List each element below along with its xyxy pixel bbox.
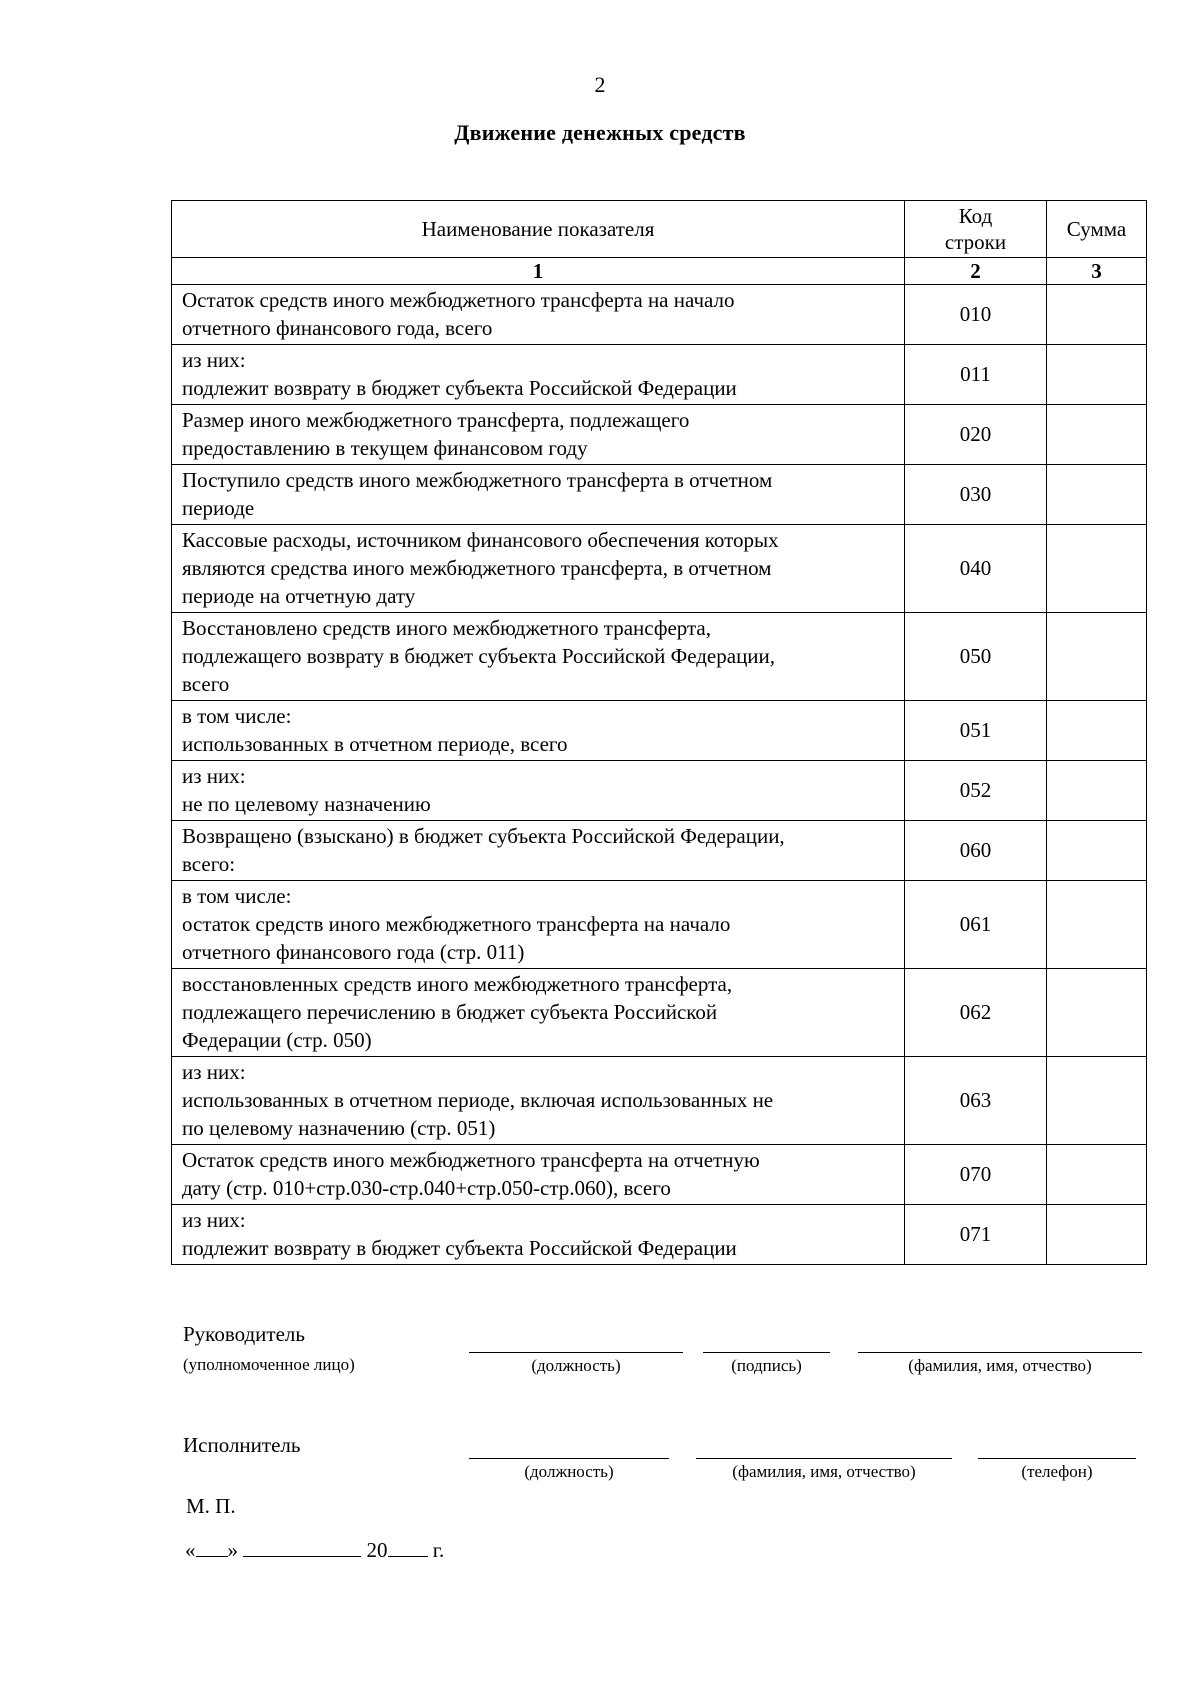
date-line [185, 1538, 444, 1563]
indicator-name-cell: в том числе: остаток средств иного межбюджетного трансферта на начало отчетного финансового года (стр. 011) [172, 881, 905, 969]
table-row [172, 525, 1147, 613]
sum-cell[interactable] [1047, 1205, 1147, 1265]
indicator-name-cell: из них: не по целевому назначению [172, 761, 905, 821]
indicator-name-cell: из них: подлежит возврату в бюджет субъекта Российской Федерации [172, 1205, 905, 1265]
row-code-cell: 061 [905, 881, 1047, 969]
table-row [172, 1145, 1147, 1205]
sum-cell[interactable] [1047, 525, 1147, 613]
executor-fullname-caption: (фамилия, имя, отчество) [732, 1462, 916, 1481]
executor-position-line[interactable] [469, 1458, 669, 1459]
column-number: 3 [1047, 258, 1147, 285]
row-code-cell: 010 [905, 285, 1047, 345]
sum-cell[interactable] [1047, 701, 1147, 761]
table-row [172, 1205, 1147, 1265]
sum-cell[interactable] [1047, 969, 1147, 1057]
row-code-cell: 071 [905, 1205, 1047, 1265]
date-month-blank[interactable] [243, 1538, 361, 1557]
head-position-caption: (должность) [531, 1356, 621, 1375]
indicator-name-cell: Поступило средств иного межбюджетного трансферта в отчетном периоде [172, 465, 905, 525]
date-year-prefix: 20 [366, 1538, 388, 1562]
indicator-name-cell: из них: подлежит возврату в бюджет субъекта Российской Федерации [172, 345, 905, 405]
indicator-name-cell: Остаток средств иного межбюджетного трансферта на начало отчетного финансового года, всего [172, 285, 905, 345]
sum-cell[interactable] [1047, 613, 1147, 701]
table-row [172, 761, 1147, 821]
table-row [172, 969, 1147, 1057]
indicator-name-cell: в том числе: использованных в отчетном периоде, всего [172, 701, 905, 761]
table-row [172, 285, 1147, 345]
head-sublabel: (уполномоченное лицо) [183, 1355, 355, 1374]
head-position-line[interactable] [469, 1352, 683, 1353]
table-row [172, 613, 1147, 701]
date-open-quote: « [185, 1538, 196, 1562]
row-code-cell: 063 [905, 1057, 1047, 1145]
row-code-cell: 070 [905, 1145, 1047, 1205]
table-row [172, 465, 1147, 525]
date-day-blank[interactable] [196, 1538, 228, 1557]
row-code-cell: 040 [905, 525, 1047, 613]
date-year-blank[interactable] [388, 1538, 428, 1557]
indicator-name-cell: Остаток средств иного межбюджетного трансферта на отчетную дату (стр. 010+стр.030-стр.040+стр.050-стр.060), всего [172, 1145, 905, 1205]
sum-cell[interactable] [1047, 1145, 1147, 1205]
table-row [172, 1057, 1147, 1145]
row-code-cell: 052 [905, 761, 1047, 821]
row-code-cell: 060 [905, 821, 1047, 881]
sum-cell[interactable] [1047, 405, 1147, 465]
header-indicator-name: Наименование показателя [172, 201, 905, 258]
column-number: 1 [172, 258, 905, 285]
indicator-name-cell: из них: использованных в отчетном периоде, включая использованных не по целевому назначению (стр. 051) [172, 1057, 905, 1145]
page-number: 2 [594, 72, 606, 97]
indicator-name-cell: Кассовые расходы, источником финансового обеспечения которых являются средства иного межбюджетного трансферта, в отчетном периоде на отчетную дату [172, 525, 905, 613]
row-code-cell: 051 [905, 701, 1047, 761]
sum-cell[interactable] [1047, 761, 1147, 821]
executor-fullname-line[interactable] [696, 1458, 952, 1459]
table-row [172, 405, 1147, 465]
row-code-cell: 020 [905, 405, 1047, 465]
executor-phone-caption: (телефон) [1021, 1462, 1093, 1481]
table-header-row [172, 201, 1147, 258]
date-suffix: г. [432, 1538, 445, 1562]
executor-position-caption: (должность) [524, 1462, 614, 1481]
indicator-name-cell: Размер иного межбюджетного трансферта, подлежащего предоставлению в текущем финансовом году [172, 405, 905, 465]
header-sum: Сумма [1047, 201, 1147, 258]
sum-cell[interactable] [1047, 465, 1147, 525]
table-row [172, 821, 1147, 881]
table-row [172, 881, 1147, 969]
table-row [172, 701, 1147, 761]
document-title: Движение денежных средств [454, 120, 746, 145]
head-label: Руководитель [183, 1322, 305, 1346]
column-number: 2 [905, 258, 1047, 285]
sum-cell[interactable] [1047, 1057, 1147, 1145]
header-row-code: Код строки [905, 201, 1047, 258]
head-fullname-line[interactable] [858, 1352, 1142, 1353]
sum-cell[interactable] [1047, 821, 1147, 881]
date-close-quote: » [227, 1538, 238, 1562]
sum-cell[interactable] [1047, 285, 1147, 345]
indicator-name-cell: Возвращено (взыскано) в бюджет субъекта Российской Федерации, всего: [172, 821, 905, 881]
stamp-place: М. П. [186, 1494, 236, 1518]
indicator-name-cell: Восстановлено средств иного межбюджетного трансферта, подлежащего возврату в бюджет субъекта Российской Федерации, всего [172, 613, 905, 701]
sum-cell[interactable] [1047, 881, 1147, 969]
row-code-cell: 011 [905, 345, 1047, 405]
row-code-cell: 030 [905, 465, 1047, 525]
head-fullname-caption: (фамилия, имя, отчество) [908, 1356, 1092, 1375]
row-code-cell: 062 [905, 969, 1047, 1057]
head-signature-line[interactable] [703, 1352, 830, 1353]
cash-flow-table [171, 200, 1147, 1265]
executor-phone-line[interactable] [978, 1458, 1136, 1459]
row-code-cell: 050 [905, 613, 1047, 701]
executor-label: Исполнитель [183, 1433, 301, 1457]
indicator-name-cell: восстановленных средств иного межбюджетного трансферта, подлежащего перечислению в бюджет субъекта Российской Федерации (стр. 050) [172, 969, 905, 1057]
table-row [172, 345, 1147, 405]
head-signature-caption: (подпись) [731, 1356, 802, 1375]
column-numbers-row [172, 258, 1147, 285]
sum-cell[interactable] [1047, 345, 1147, 405]
